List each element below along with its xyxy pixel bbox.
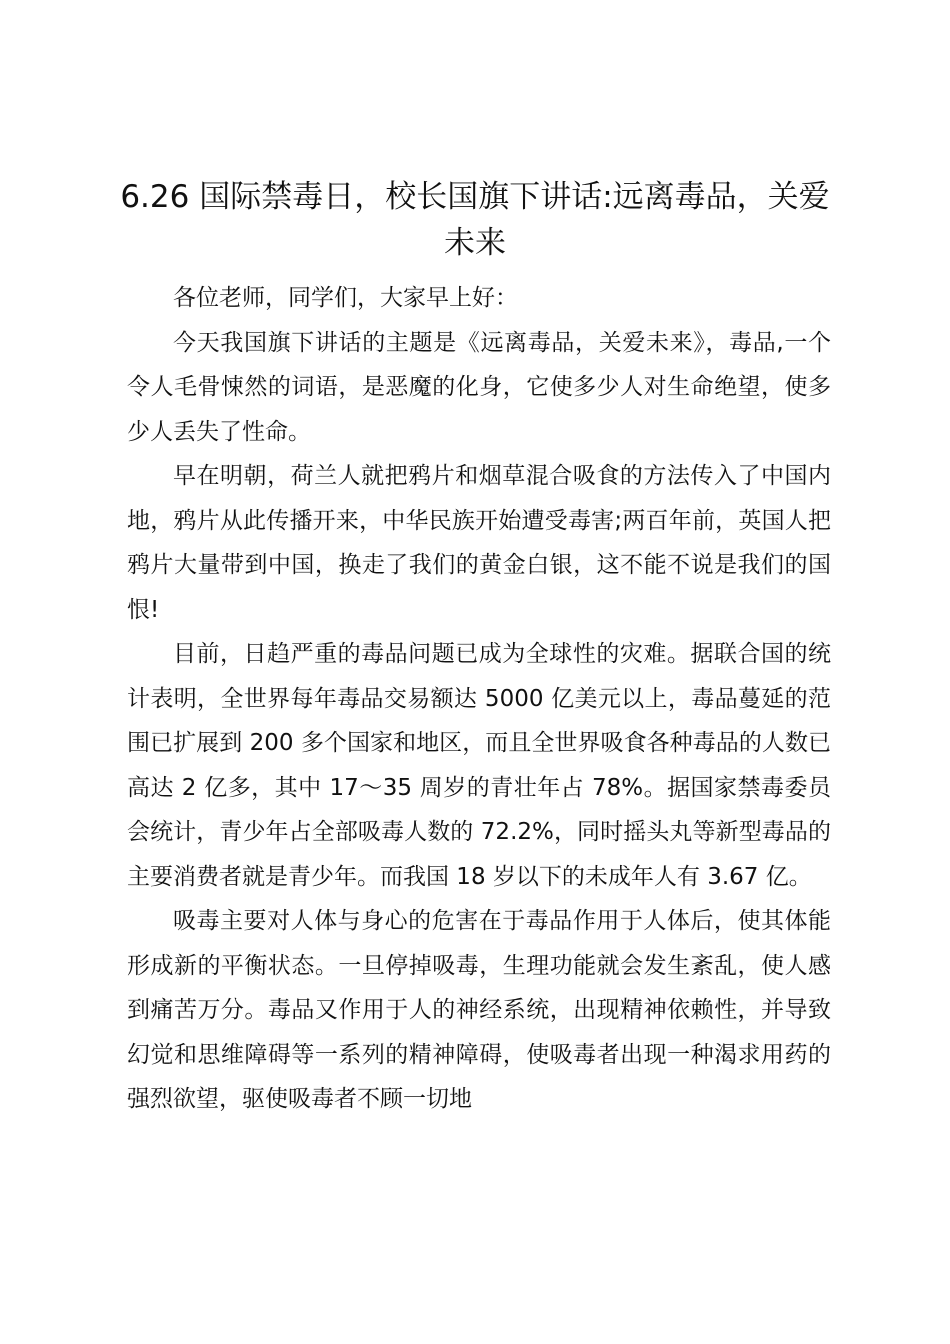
document-title: 6.26 国际禁毒日，校长国旗下讲话:远离毒品，关爱未来 (120, 179, 830, 261)
paragraph-topic: 今天我国旗下讲话的主题是《远离毒品，关爱未来》，毒品,一个令人毛骨悚然的词语，是恶魔的化身，它使多少人对生命绝望，使多少人丢失了性命。 (127, 329, 831, 445)
document-body (127, 276, 831, 1122)
paragraph-greeting: 各位老师，同学们，大家早上好： (173, 285, 518, 311)
paragraph-statistics: 目前，日趋严重的毒品问题已成为全球性的灾难。据联合国的统计表明，全世界每年毒品交易额达 5000 亿美元以上，毒品蔓延的范围已扩展到 200 多个国家和地区，而且全世界吸食各种毒品的人数已高达 2 亿多，其中 17～35 周岁的青壮年占 78%。据国家禁毒委员会统计，青少年占全部吸毒人数的 72.2%，同时摇头丸等新型毒品的主要消费者就是青少年。而我国 18 岁以下的未成年人有 3.67 亿。 (127, 641, 831, 890)
paragraph-harm: 吸毒主要对人体与身心的危害在于毒品作用于人体后，使其体能形成新的平衡状态。一旦停掉吸毒，生理功能就会发生紊乱，使人感到痛苦万分。毒品又作用于人的神经系统，出现精神依赖性，并导致幻觉和思维障碍等一系列的精神障碍，使吸毒者出现一种渴求用药的强烈欲望，驱使吸毒者不顾一切地 (127, 908, 831, 1112)
paragraph-history: 早在明朝，荷兰人就把鸦片和烟草混合吸食的方法传入了中国内地，鸦片从此传播开来，中华民族开始遭受毒害;两百年前，英国人把鸦片大量带到中国，换走了我们的黄金白银，这不能不说是我们的国恨! (127, 463, 831, 623)
